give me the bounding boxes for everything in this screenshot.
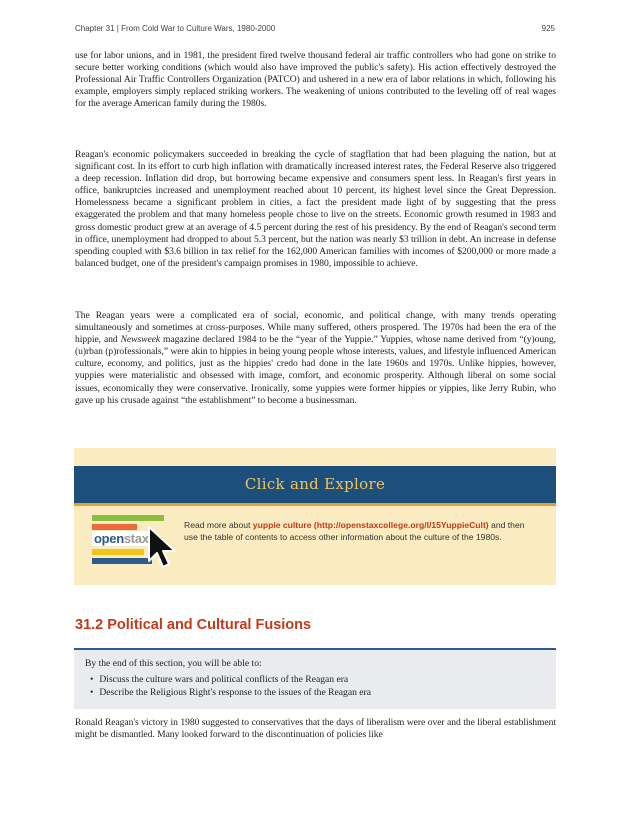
logo-stripe bbox=[92, 558, 152, 564]
page-header bbox=[75, 24, 555, 36]
paragraph-economic-policy: Reagan's economic policymakers succeeded in breaking the cycle of stagflation that had been plaguing the nation, but at significant cost. In its effort to curb high inflation with dramatically increased interest rates, the Federal Reserve also triggered a deep recession. Inflation did drop, but borrowing became expensive and consumers spent less. In Reagan's first years in office, bankruptcies increased and unemployment reached about 10 percent, its highest level since the Great Depression. Homelessness became a significant problem in cities, a fact the president made light of by suggesting that the press exaggerated the problem and that many homeless people chose to live on the streets. Economic growth resumed in 1983 and gross domestic product grew at an average of 4.5 percent during the rest of his presidency. By the end of Reagan's second term in office, unemployment had dropped to about 5.3 percent, but the nation was nearly $3 trillion in debt. An increase in defense spending coupled with $3.6 billion in tax relief for the 162,000 American families with incomes of $200,000 or more made a balanced budget, one of the president's campaign promises in 1980, impossible to achieve. bbox=[75, 149, 556, 269]
objectives-intro: By the end of this section, you will be able to: bbox=[85, 658, 262, 669]
paragraph-reagan-victory: Ronald Reagan's victory in 1980 suggested to conservatives that the days of liberalism were over and the liberal establishment might be dismantled. Many looked forward to the discontinuation of policies like bbox=[75, 717, 556, 741]
logo-wordmark: openstax bbox=[94, 531, 149, 546]
cursor-arrow-icon bbox=[147, 525, 183, 571]
explore-description: Read more about yuppie culture (http://openstaxcollege.org/l/15YuppieCult) and then use the table of contents to access other information about the culture of the 1980s. bbox=[184, 520, 525, 542]
paragraph-text: The Reagan years were a complicated era of social, economic, and political change, with many trends operating simultaneously and sometimes at cross-purposes. While many suffered, others prospered. The 1970s had been the era of the hippie, and bbox=[75, 310, 556, 346]
objective-item: • Discuss the culture wars and political conflicts of the Reagan era bbox=[102, 673, 371, 686]
page-number: 925 bbox=[541, 24, 555, 33]
objective-item: • Describe the Religious Right's response to the issues of the Reagan era bbox=[102, 686, 371, 699]
logo-stripe bbox=[92, 524, 137, 530]
magazine-name: Newsweek bbox=[120, 334, 161, 346]
chapter-title: Chapter 31 | From Cold War to Culture Wars, 1980-2000 bbox=[75, 24, 276, 33]
section-heading: 31.2 Political and Cultural Fusions bbox=[75, 617, 312, 633]
objectives-list bbox=[99, 673, 371, 699]
yuppie-culture-link[interactable]: yuppie culture (http://openstaxcollege.org/l/15YuppieCult) bbox=[252, 520, 489, 530]
click-and-explore-box bbox=[74, 448, 556, 585]
paragraph-labor-unions: use for labor unions, and in 1981, the president fired twelve thousand federal air traffic controllers who had gone on strike to secure better working conditions (which would also have improved the public's safety). His action effectively destroyed the Professional Air Traffic Controllers Organization (PATCO) and ushered in a new era of labor relations in which, following his example, employers simply replaced striking workers. The weakening of unions contributed to the leveling off of real wages for the average American family during the 1980s. bbox=[75, 50, 556, 110]
learning-objectives bbox=[74, 648, 556, 709]
openstax-logo bbox=[89, 511, 184, 571]
paragraph-reagan-years bbox=[75, 310, 556, 407]
logo-stripe bbox=[92, 515, 164, 521]
logo-stripe bbox=[92, 549, 144, 555]
paragraph-text: magazine declared 1984 to be the “year of the Yuppie.” Yuppies, whose name derived from “(y)oung, (u)rban (p)rofessionals,” were akin to hippies in being young people whose interests, values, and lifestyle influenced American culture, economy, and politics, just as the hippies' credo had done in the late 1960s and 1970s. Unlike hippies, however, yuppies were materialistic and obsessed with image, comfort, and economic prosperity. Although liberal on some social issues, economically they were conservative. Ironically, some yuppies were former hippies or yippies, like Jerry Rubin, who gave up his crusade against “the establishment” to become a businessman. bbox=[75, 334, 556, 406]
explore-title: Click and Explore bbox=[244, 475, 386, 493]
explore-banner bbox=[74, 466, 556, 506]
